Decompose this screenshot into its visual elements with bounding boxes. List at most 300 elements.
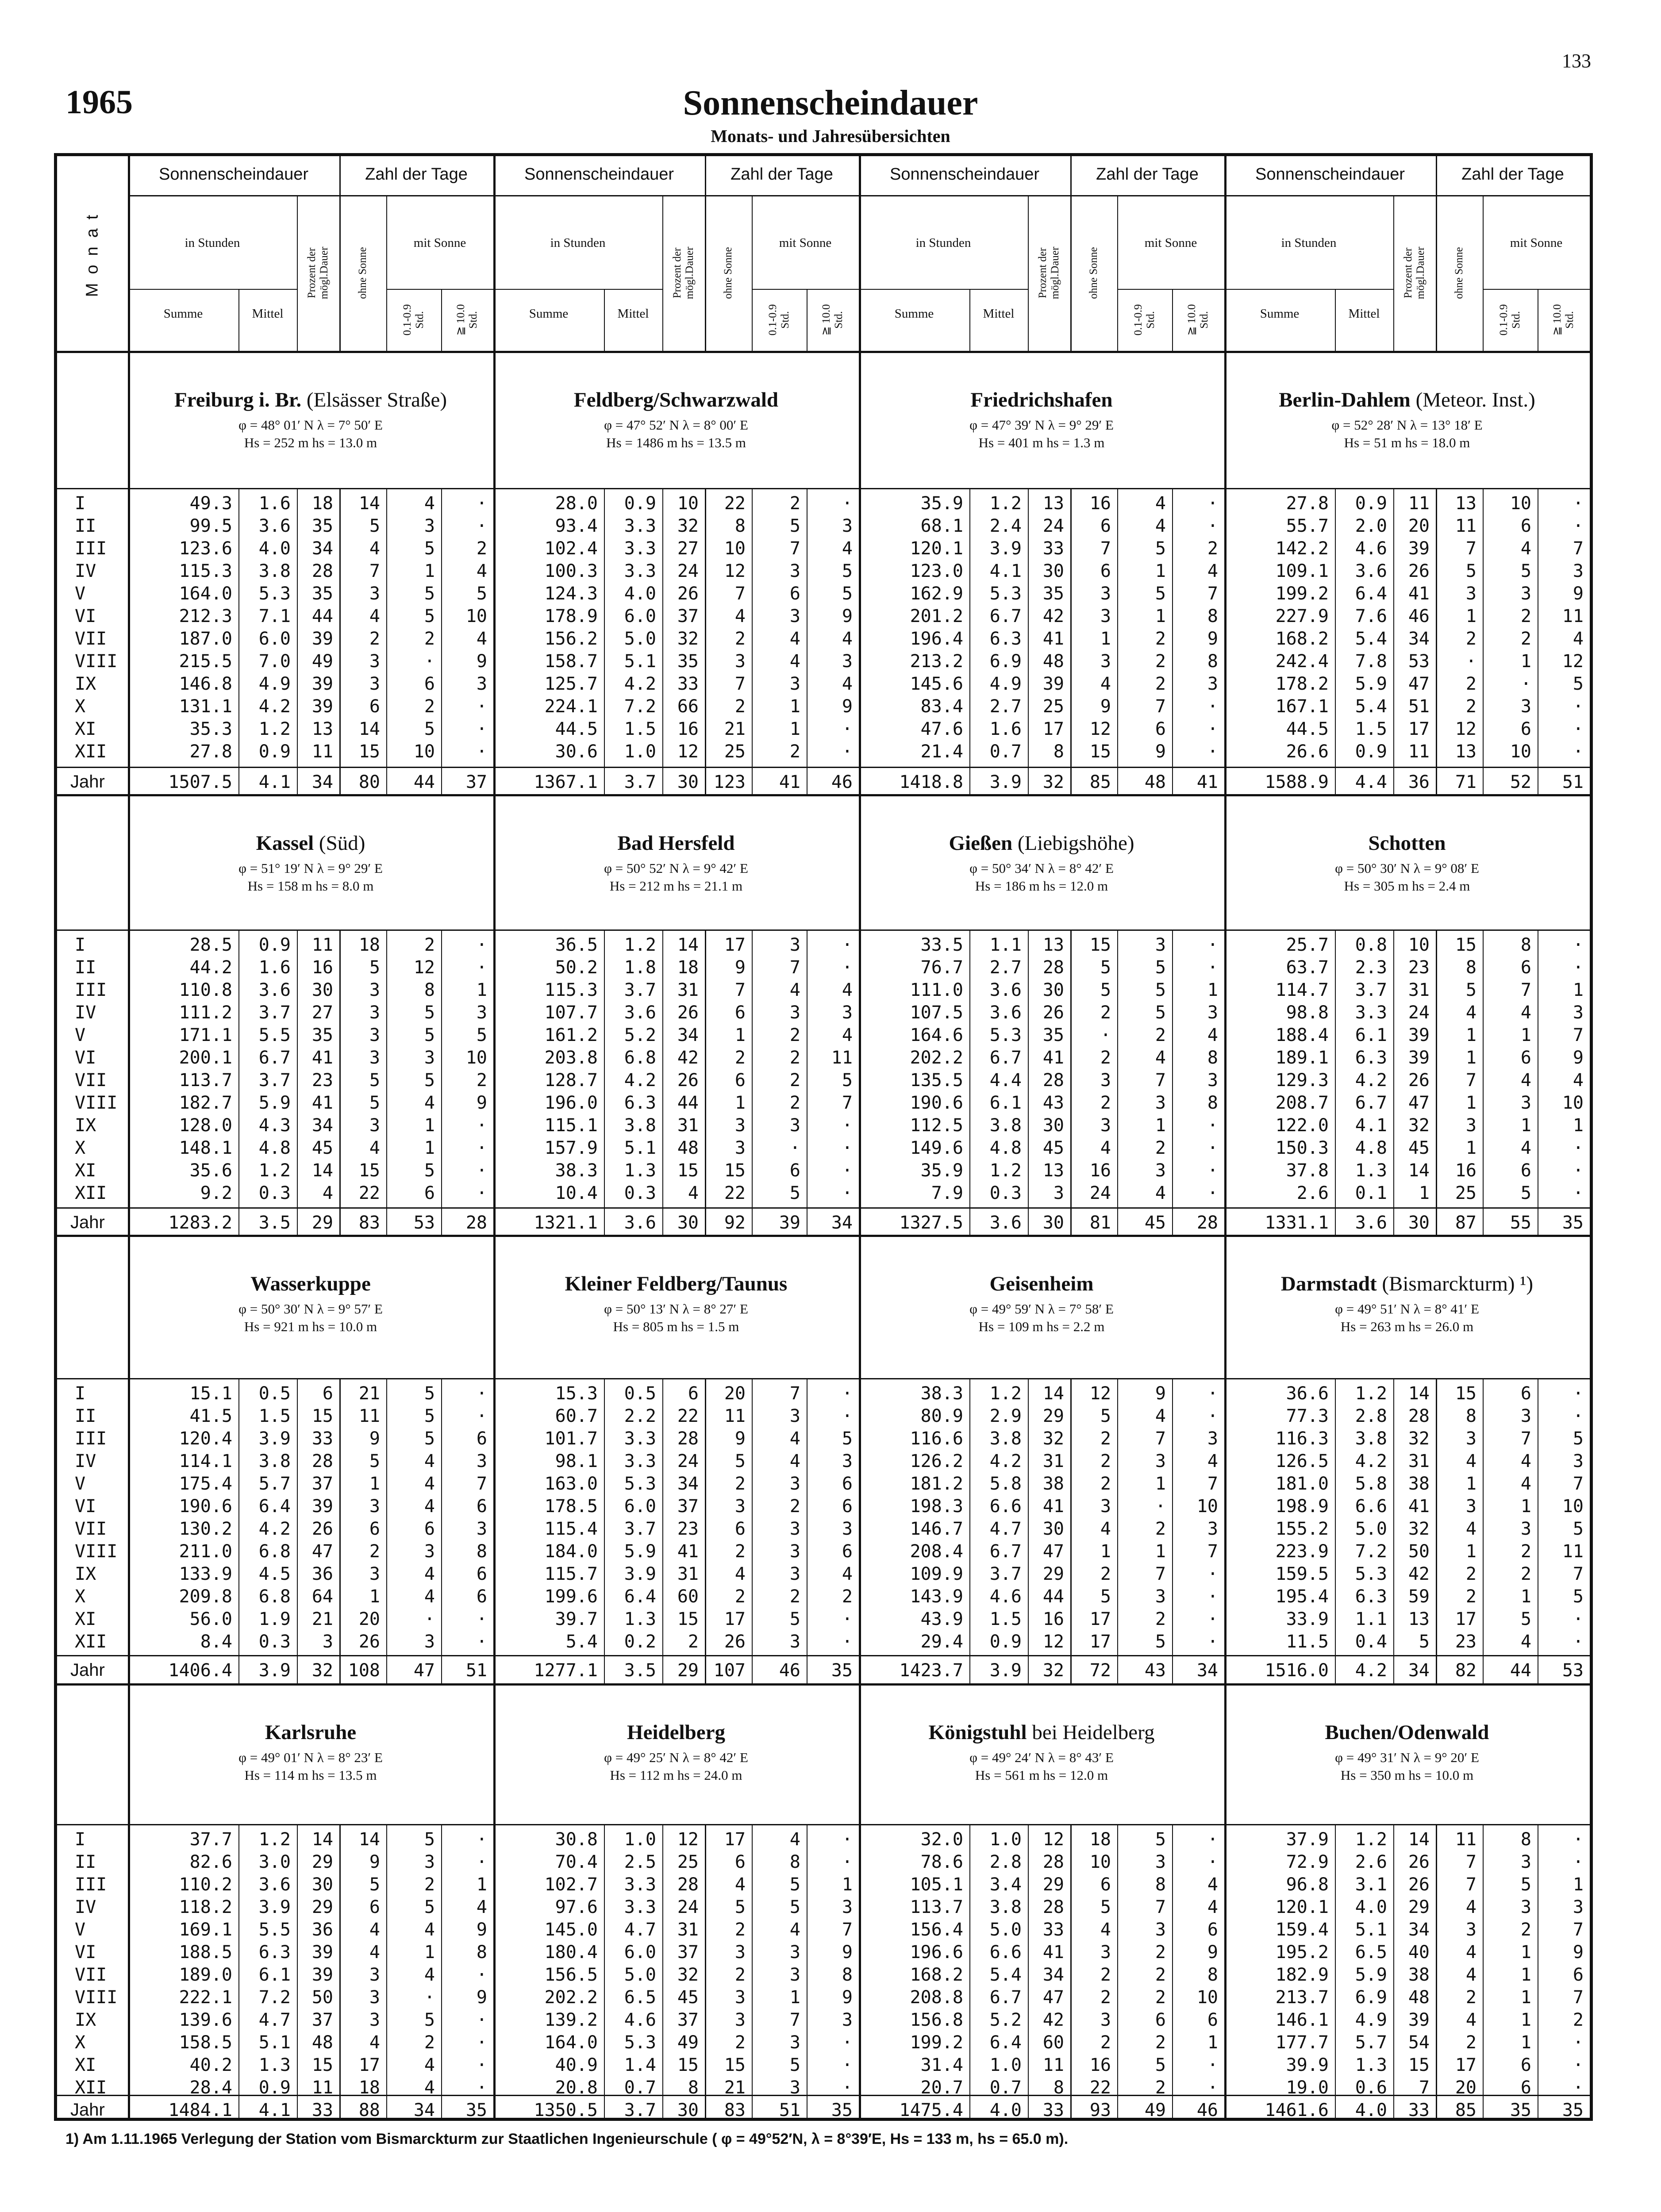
table-cell: 28.5 xyxy=(189,935,232,955)
table-cell: 4.6 xyxy=(624,2010,656,2030)
table-cell: 150.3 xyxy=(1275,1138,1329,1158)
table-cell: 39 xyxy=(311,696,333,717)
year-total-cell: 1277.1 xyxy=(534,1660,598,1681)
without-sun-subheader: ohne Sonne xyxy=(722,247,734,299)
table-cell: 4 xyxy=(842,629,853,649)
year-total-cell: 35 xyxy=(1562,2100,1584,2120)
table-cell: 102.7 xyxy=(544,1874,598,1895)
table-cell: 10 xyxy=(465,1048,487,1068)
table-cell: 6.7 xyxy=(989,1048,1022,1068)
year-total-cell: 46 xyxy=(1196,2100,1218,2120)
table-cell: · xyxy=(1207,1632,1218,1652)
table-cell: 5 xyxy=(369,1070,380,1091)
table-cell: 5 xyxy=(1573,1429,1584,1449)
days-01-09-subheader: 0.1-0.9 Std. xyxy=(401,304,426,336)
table-cell: 6.4 xyxy=(1355,584,1387,604)
station-title: Freiburg i. Br. xyxy=(174,388,302,411)
year-total-cell: 32 xyxy=(1042,1660,1064,1681)
table-cell: · xyxy=(1573,1383,1584,1404)
table-cell: 0.9 xyxy=(258,741,291,762)
table-cell: 5 xyxy=(1465,980,1476,1000)
table-cell: · xyxy=(1207,935,1218,955)
table-cell: 3 xyxy=(789,1942,800,1962)
table-cell: 164.6 xyxy=(910,1025,963,1045)
table-cell: 2 xyxy=(789,1093,800,1113)
table-cell: 1.2 xyxy=(989,493,1022,514)
table-cell: 4 xyxy=(842,674,853,694)
table-cell: 6.6 xyxy=(989,1496,1022,1517)
table-cell: 5 xyxy=(369,516,380,536)
table-cell: 20 xyxy=(724,1383,746,1404)
header-bottom-rule xyxy=(57,351,1590,353)
table-cell: 2.8 xyxy=(989,1852,1022,1872)
table-cell: 5.5 xyxy=(258,1025,291,1045)
table-cell: 3 xyxy=(1207,1002,1218,1023)
table-cell: 6.3 xyxy=(989,629,1022,649)
table-cell: 2 xyxy=(734,629,746,649)
table-cell: 35.3 xyxy=(189,719,232,739)
table-cell: 47 xyxy=(1042,1987,1064,2008)
table-cell: 26 xyxy=(358,1632,380,1652)
table-cell: 1 xyxy=(1465,1138,1476,1158)
table-cell: 37 xyxy=(677,2010,699,2030)
table-cell: 8 xyxy=(424,980,435,1000)
year-total-cell: 1423.7 xyxy=(899,1660,963,1681)
table-cell: 2 xyxy=(1155,1138,1166,1158)
station-name xyxy=(493,388,859,412)
table-cell: 213.7 xyxy=(1275,1987,1329,2008)
table-cell: 50.2 xyxy=(555,957,598,978)
table-cell: 110.8 xyxy=(179,980,232,1000)
table-cell: 31 xyxy=(677,980,699,1000)
table-cell: 11 xyxy=(1562,1541,1584,1562)
table-cell: 5.0 xyxy=(1355,1519,1387,1539)
table-cell: · xyxy=(476,1965,487,1985)
table-cell: · xyxy=(1207,1115,1218,1136)
table-cell: 3 xyxy=(369,1965,380,1985)
table-cell: 3 xyxy=(789,2032,800,2053)
table-cell: 1 xyxy=(1520,2010,1531,2030)
table-cell: 200.1 xyxy=(179,1048,232,1068)
table-cell: 25 xyxy=(724,741,746,762)
table-cell: 0.3 xyxy=(624,1183,656,1203)
month-label: VIII xyxy=(75,1987,118,2008)
page-year: 1965 xyxy=(65,84,133,121)
table-cell: 63.7 xyxy=(1286,957,1329,978)
year-total-cell: 3.5 xyxy=(624,1660,656,1681)
station-title: Kleiner Feldberg/Taunus xyxy=(565,1272,788,1295)
table-cell: 115.3 xyxy=(544,980,598,1000)
table-cell: 2 xyxy=(1520,606,1531,626)
table-cell: 6.1 xyxy=(258,1965,291,1985)
table-cell: 35 xyxy=(311,516,333,536)
table-cell: 12 xyxy=(413,957,435,978)
table-cell: 5 xyxy=(1573,1586,1584,1607)
table-cell: 3.6 xyxy=(989,980,1022,1000)
table-cell: 224.1 xyxy=(544,696,598,717)
table-cell: · xyxy=(842,1160,853,1181)
station-name xyxy=(128,388,493,412)
table-cell: 36 xyxy=(311,1920,333,1940)
table-cell: 3.4 xyxy=(989,1874,1022,1895)
table-cell: 3 xyxy=(1155,1160,1166,1181)
table-cell: · xyxy=(476,516,487,536)
table-cell: 3.7 xyxy=(624,1519,656,1539)
table-cell: 188.4 xyxy=(1275,1025,1329,1045)
table-cell: 2 xyxy=(1520,1541,1531,1562)
table-cell: 1 xyxy=(1100,629,1111,649)
table-cell: 6.1 xyxy=(1355,1025,1387,1045)
table-cell: 42 xyxy=(1408,1564,1430,1584)
table-cell: 1 xyxy=(734,1025,746,1045)
table-cell: 5 xyxy=(1155,538,1166,559)
table-cell: 14 xyxy=(358,493,380,514)
year-total-cell: 46 xyxy=(779,1660,800,1681)
table-cell: 3 xyxy=(369,1048,380,1068)
table-cell: 2 xyxy=(734,1048,746,1068)
table-cell: 4 xyxy=(842,1025,853,1045)
table-cell: 7 xyxy=(1419,2078,1430,2098)
rule xyxy=(1224,289,1393,290)
table-cell: 7 xyxy=(1520,980,1531,1000)
table-cell: · xyxy=(1207,696,1218,717)
sunshine-duration-header: Sonnenscheindauer xyxy=(158,165,309,184)
table-cell: 2 xyxy=(1155,1942,1166,1962)
table-cell: 3 xyxy=(476,1519,487,1539)
table-cell: 6 xyxy=(1100,561,1111,581)
table-cell: 98.8 xyxy=(1286,1002,1329,1023)
table-cell: 3 xyxy=(734,1138,746,1158)
table-cell: 5 xyxy=(424,606,435,626)
table-cell: 5 xyxy=(1419,1632,1430,1652)
table-cell: 2 xyxy=(1100,1451,1111,1471)
table-cell: 5 xyxy=(424,584,435,604)
table-cell: 9 xyxy=(1100,696,1111,717)
table-cell: 6 xyxy=(1155,719,1166,739)
table-cell: · xyxy=(842,493,853,514)
table-cell: 2 xyxy=(1155,674,1166,694)
table-cell: 3 xyxy=(842,1897,853,1917)
table-cell: · xyxy=(842,719,853,739)
table-cell: 0.5 xyxy=(258,1383,291,1404)
table-cell: 3.8 xyxy=(989,1429,1022,1449)
table-cell: 142.2 xyxy=(1275,538,1329,559)
year-total-cell: 33 xyxy=(1042,2100,1064,2120)
table-cell: 6 xyxy=(789,584,800,604)
year-total-cell: 35 xyxy=(831,2100,853,2120)
table-cell: 3.9 xyxy=(258,1897,291,1917)
table-cell: · xyxy=(476,719,487,739)
table-cell: 3 xyxy=(734,1115,746,1136)
station-name xyxy=(128,1272,493,1296)
table-cell: 1 xyxy=(1520,1965,1531,1985)
table-cell: 35.9 xyxy=(920,1160,963,1181)
table-cell: 178.2 xyxy=(1275,674,1329,694)
table-cell: 7 xyxy=(1573,538,1584,559)
table-cell: 31 xyxy=(1408,980,1430,1000)
table-cell: 0.9 xyxy=(624,493,656,514)
year-total-cell: 88 xyxy=(358,2100,380,2120)
table-cell: 39 xyxy=(1408,538,1430,559)
station-title: Feldberg/Schwarzwald xyxy=(573,388,779,411)
table-cell: 3.8 xyxy=(989,1897,1022,1917)
table-cell: 4 xyxy=(734,1874,746,1895)
station-coordinates: φ = 50° 30′ N λ = 9° 08′ E xyxy=(1335,860,1479,876)
table-cell: 6 xyxy=(476,1564,487,1584)
table-cell: 3.8 xyxy=(1355,1429,1387,1449)
table-cell: 0.5 xyxy=(624,1383,656,1404)
table-cell: · xyxy=(1100,1025,1111,1045)
table-cell: 2 xyxy=(1155,651,1166,672)
station-title: Königstuhl xyxy=(928,1721,1027,1744)
month-label: I xyxy=(75,1383,86,1404)
table-cell: 3 xyxy=(1465,1429,1476,1449)
table-cell: 2 xyxy=(1573,2010,1584,2030)
year-total-cell: 52 xyxy=(1510,772,1531,792)
table-cell: 190.6 xyxy=(910,1093,963,1113)
table-cell: 2 xyxy=(1520,1564,1531,1584)
table-cell: · xyxy=(842,741,853,762)
table-cell: 30 xyxy=(1042,1519,1064,1539)
table-cell: 43 xyxy=(1042,1093,1064,1113)
table-cell: · xyxy=(842,1632,853,1652)
table-cell: 16 xyxy=(1089,1160,1111,1181)
year-total-cell: 1461.6 xyxy=(1265,2100,1329,2120)
table-cell: 195.2 xyxy=(1275,1942,1329,1962)
days-01-09-subheader: 0.1-0.9 Std. xyxy=(1132,304,1157,336)
table-cell: 33.5 xyxy=(920,935,963,955)
table-cell: 0.9 xyxy=(258,2078,291,2098)
table-cell: · xyxy=(1573,719,1584,739)
table-cell: 2 xyxy=(1465,629,1476,649)
table-cell: 0.6 xyxy=(1355,2078,1387,2098)
table-cell: 41 xyxy=(311,1093,333,1113)
table-cell: 5 xyxy=(789,2055,800,2075)
table-cell: · xyxy=(842,1609,853,1629)
table-cell: 3 xyxy=(424,1852,435,1872)
table-cell: · xyxy=(1573,1183,1584,1203)
table-cell: 1.2 xyxy=(624,935,656,955)
table-cell: 2.2 xyxy=(624,1406,656,1426)
table-cell: 4 xyxy=(1465,1519,1476,1539)
table-cell: 3 xyxy=(1100,651,1111,672)
year-total-cell: 1327.5 xyxy=(899,1213,963,1233)
table-cell: 6 xyxy=(424,1519,435,1539)
table-cell: 10 xyxy=(1510,493,1531,514)
year-total-cell: 32 xyxy=(311,1660,333,1681)
table-cell: 5.3 xyxy=(624,2032,656,2053)
table-cell: 7 xyxy=(789,2010,800,2030)
table-cell: 5 xyxy=(1465,561,1476,581)
station-coordinates: φ = 49° 24′ N λ = 8° 43′ E xyxy=(969,1750,1114,1765)
year-total-cell: 1418.8 xyxy=(899,772,963,792)
table-cell: 1.0 xyxy=(624,1829,656,1850)
table-cell: 28 xyxy=(1042,1897,1064,1917)
sum-subheader: Summe xyxy=(1260,307,1300,321)
table-cell: · xyxy=(1573,696,1584,717)
table-cell: 27 xyxy=(677,538,699,559)
table-cell: 3 xyxy=(369,1987,380,2008)
year-total-cell: 3.6 xyxy=(989,1213,1022,1233)
year-total-cell: 81 xyxy=(1089,1213,1111,1233)
year-total-cell: 85 xyxy=(1455,2100,1476,2120)
rule xyxy=(1436,195,1437,351)
rule xyxy=(386,289,493,290)
table-cell: 102.4 xyxy=(544,538,598,559)
table-cell: 158.7 xyxy=(544,651,598,672)
table-cell: 168.2 xyxy=(1275,629,1329,649)
table-cell: 6.4 xyxy=(989,2032,1022,2053)
table-cell: 24 xyxy=(1089,1183,1111,1203)
table-cell: 182.7 xyxy=(179,1093,232,1113)
table-cell: 202.2 xyxy=(910,1048,963,1068)
table-cell: 18 xyxy=(1089,1829,1111,1850)
table-cell: 0.7 xyxy=(989,741,1022,762)
table-cell: · xyxy=(476,1160,487,1181)
table-cell: 6 xyxy=(476,1586,487,1607)
table-cell: 26 xyxy=(677,1070,699,1091)
table-cell: 4 xyxy=(424,1451,435,1471)
table-cell: 4 xyxy=(424,1586,435,1607)
table-cell: 3.9 xyxy=(624,1564,656,1584)
table-cell: 2 xyxy=(1465,1564,1476,1584)
station-title: Buchen/Odenwald xyxy=(1325,1721,1489,1744)
table-cell: 11 xyxy=(311,2078,333,2098)
rule xyxy=(1070,195,1072,351)
table-cell: 1 xyxy=(1573,1874,1584,1895)
table-cell: 1 xyxy=(1155,561,1166,581)
month-label: IV xyxy=(75,1897,96,1917)
table-cell: 133.9 xyxy=(179,1564,232,1584)
data-top-rule xyxy=(57,488,1590,489)
table-cell: 21.4 xyxy=(920,741,963,762)
table-cell: 30.8 xyxy=(555,1829,598,1850)
table-cell: · xyxy=(1207,1383,1218,1404)
table-cell: 24 xyxy=(677,561,699,581)
table-cell: 3 xyxy=(1573,1002,1584,1023)
table-cell: · xyxy=(1207,1138,1218,1158)
year-total-cell: 43 xyxy=(1144,1660,1166,1681)
table-cell: 4.7 xyxy=(258,2010,291,2030)
year-total-cell: 33 xyxy=(311,2100,333,2120)
table-cell: 54 xyxy=(1408,2032,1430,2053)
table-cell: 2 xyxy=(1100,1093,1111,1113)
station-elevation: Hs = 158 m hs = 8.0 m xyxy=(247,878,374,894)
table-cell: 6.1 xyxy=(989,1093,1022,1113)
table-cell: 3 xyxy=(369,1025,380,1045)
table-cell: 3.6 xyxy=(624,1002,656,1023)
table-cell: 2 xyxy=(1155,629,1166,649)
table-cell: 28 xyxy=(311,1451,333,1471)
table-cell: 22 xyxy=(724,493,746,514)
table-cell: 4.3 xyxy=(258,1115,291,1136)
table-cell: 1 xyxy=(1573,1115,1584,1136)
table-cell: 4 xyxy=(424,493,435,514)
month-label: III xyxy=(75,1874,107,1895)
table-cell: 4 xyxy=(842,1564,853,1584)
table-cell: 13 xyxy=(1455,741,1476,762)
table-cell: 129.3 xyxy=(1275,1070,1329,1091)
table-cell: 28 xyxy=(1408,1406,1430,1426)
table-cell: 3 xyxy=(1520,584,1531,604)
station-elevation: Hs = 305 m hs = 2.4 m xyxy=(1344,878,1470,894)
table-cell: 5 xyxy=(1155,957,1166,978)
table-cell: 39.7 xyxy=(555,1609,598,1629)
table-cell: · xyxy=(476,2032,487,2053)
rule xyxy=(128,289,297,290)
table-cell: 6.6 xyxy=(1355,1496,1387,1517)
table-cell: 41.5 xyxy=(189,1406,232,1426)
table-cell: 7 xyxy=(1155,1429,1166,1449)
table-cell: 35.6 xyxy=(189,1160,232,1181)
table-cell: 64 xyxy=(311,1586,333,1607)
table-cell: 1 xyxy=(1465,1048,1476,1068)
percent-subheader: Prozent der mögl.Dauer xyxy=(1037,246,1061,300)
table-cell: 181.2 xyxy=(910,1474,963,1494)
with-sun-subheader: mit Sonne xyxy=(1144,236,1197,250)
table-cell: 120.1 xyxy=(1275,1897,1329,1917)
table-cell: 3.7 xyxy=(258,1070,291,1091)
station-elevation: Hs = 114 m hs = 13.5 m xyxy=(244,1767,377,1783)
table-cell: 107.5 xyxy=(910,1002,963,1023)
table-cell: 4.6 xyxy=(1355,538,1387,559)
table-cell: 17 xyxy=(1455,1609,1476,1629)
station-elevation: Hs = 921 m hs = 10.0 m xyxy=(244,1319,377,1334)
year-total-cell: 34 xyxy=(831,1213,853,1233)
rule xyxy=(1117,195,1118,351)
table-cell: 1 xyxy=(476,1874,487,1895)
table-cell: 25.7 xyxy=(1286,935,1329,955)
table-cell: 28.4 xyxy=(189,2078,232,2098)
table-cell: 177.7 xyxy=(1275,2032,1329,2053)
table-cell: 9.2 xyxy=(200,1183,232,1203)
table-cell: 4 xyxy=(1207,1451,1218,1471)
table-cell: 9 xyxy=(476,1093,487,1113)
table-cell: 171.1 xyxy=(179,1025,232,1045)
days-01-09-subheader: 0.1-0.9 Std. xyxy=(1498,304,1522,336)
table-cell: 41 xyxy=(1042,1048,1064,1068)
year-total-cell: 44 xyxy=(1510,1660,1531,1681)
table-cell: 3 xyxy=(1100,606,1111,626)
month-label: IV xyxy=(75,1451,96,1471)
table-cell: 14 xyxy=(1408,1829,1430,1850)
table-cell: 5.0 xyxy=(624,629,656,649)
table-cell: 4.0 xyxy=(1355,1897,1387,1917)
station-elevation: Hs = 112 m hs = 24.0 m xyxy=(610,1767,742,1783)
table-cell: 1 xyxy=(1520,1025,1531,1045)
table-cell: 4.2 xyxy=(624,674,656,694)
table-cell: 1 xyxy=(842,1874,853,1895)
station-name xyxy=(128,831,493,855)
table-cell: 25 xyxy=(677,1852,699,1872)
table-cell: 202.2 xyxy=(544,1987,598,2008)
station-elevation: Hs = 805 m hs = 1.5 m xyxy=(613,1319,739,1334)
table-cell: · xyxy=(1573,935,1584,955)
table-cell: 42 xyxy=(1042,2010,1064,2030)
table-cell: 18 xyxy=(358,2078,380,2098)
table-cell: 9 xyxy=(476,651,487,672)
table-cell: · xyxy=(1573,2055,1584,2075)
station-coordinates: φ = 50° 34′ N λ = 8° 42′ E xyxy=(969,860,1114,876)
year-total-cell: 80 xyxy=(358,772,380,792)
table-cell: 9 xyxy=(1155,741,1166,762)
station-elevation: Hs = 51 m hs = 18.0 m xyxy=(1344,435,1470,450)
table-cell: 1.0 xyxy=(989,2055,1022,2075)
table-cell: 3 xyxy=(1100,1070,1111,1091)
table-cell: 1 xyxy=(1520,1496,1531,1517)
year-total-cell: 35 xyxy=(1562,1213,1584,1233)
table-cell: 3 xyxy=(424,516,435,536)
